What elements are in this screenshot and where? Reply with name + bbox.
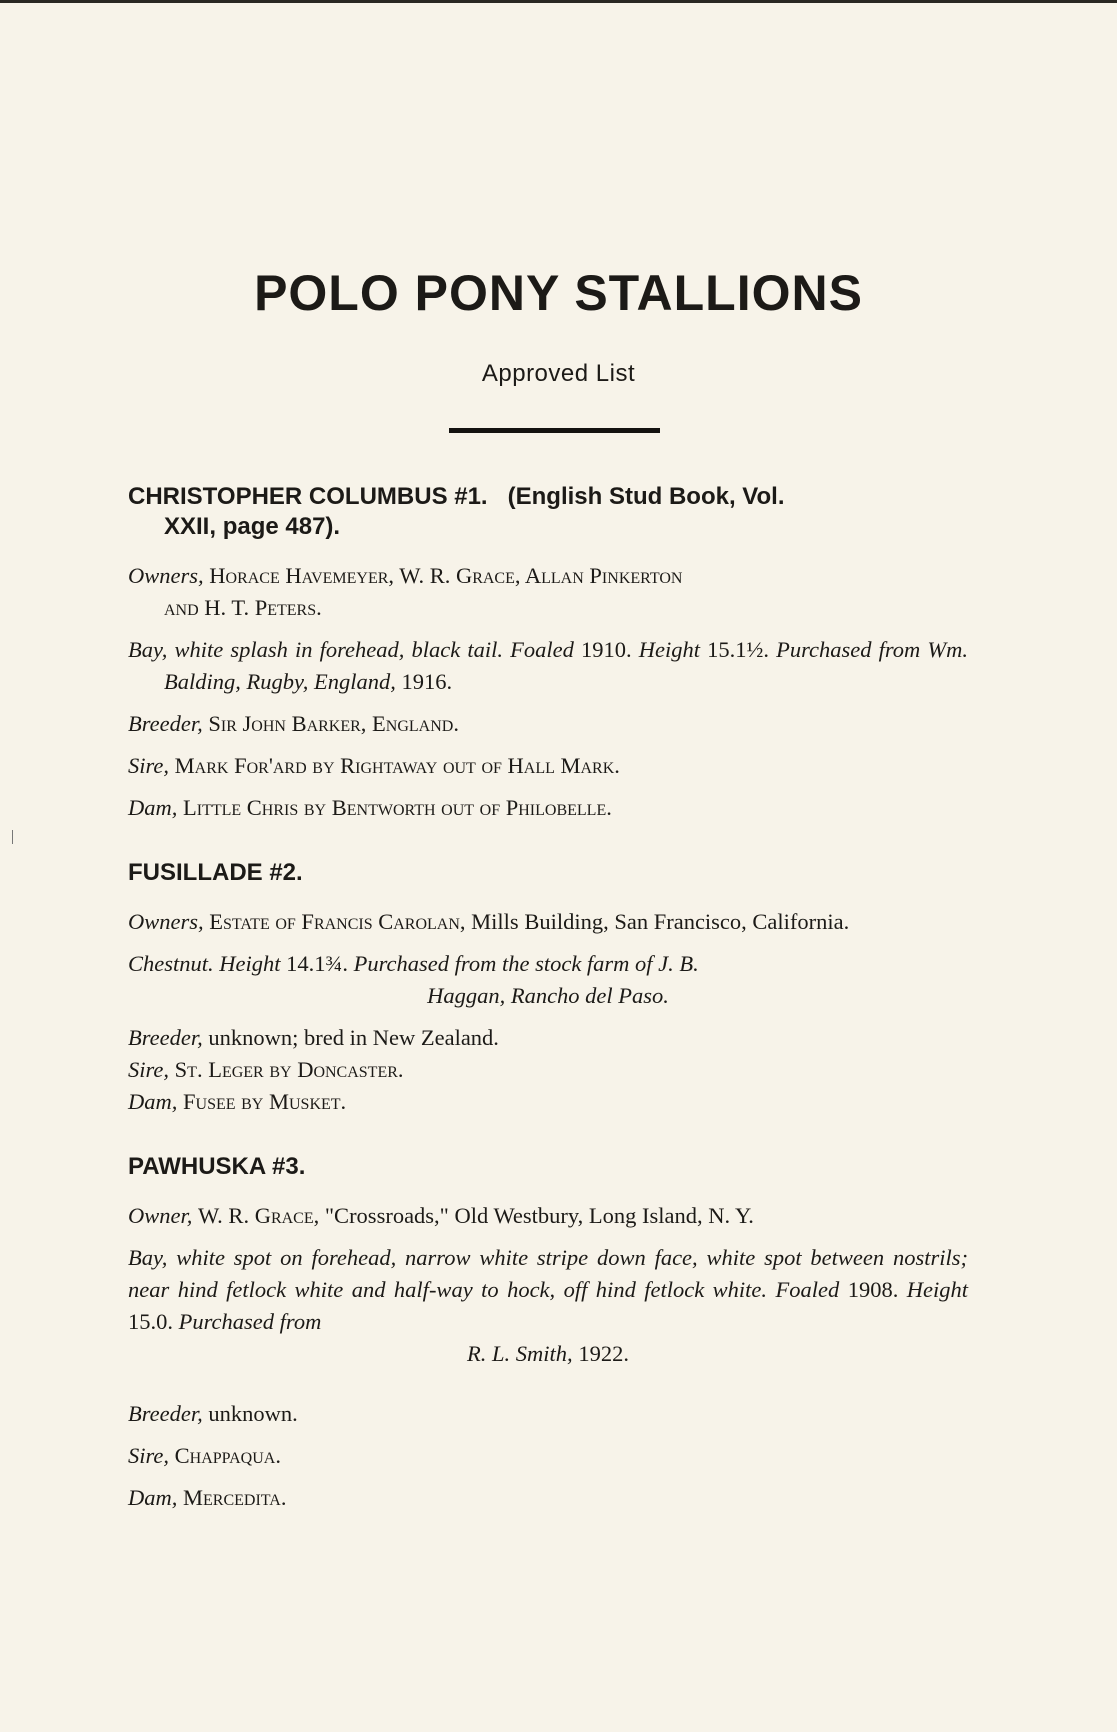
foaled-label: Foaled — [510, 637, 574, 662]
dam-line — [128, 792, 968, 824]
entry-name: PAWHUSKA #3. — [128, 1153, 306, 1180]
purchased-text-cont: Haggan, Rancho del Paso. — [427, 983, 669, 1008]
owner-name: W. R. Grace, — [198, 1203, 320, 1228]
dam-value: Fusee by Musket. — [183, 1089, 347, 1114]
breeder-line — [128, 708, 968, 740]
entry-name: CHRISTOPHER COLUMBUS #1. — [128, 483, 488, 510]
description — [128, 948, 968, 980]
purchase-year: 1916. — [401, 669, 453, 694]
owners-label: Owners, — [128, 563, 204, 588]
purchase-year: 1922. — [578, 1341, 629, 1366]
purchased-from-line — [128, 1338, 968, 1370]
owner-line — [128, 1200, 968, 1232]
entry-heading — [128, 482, 968, 512]
entry-name: FUSILLADE #2. — [128, 859, 303, 886]
height-label: Height — [219, 951, 281, 976]
foaled-label: Foaled — [775, 1277, 840, 1302]
dam-label: Dam, — [128, 1089, 178, 1114]
breeder-line — [128, 1022, 968, 1054]
entry-pawhuska — [128, 1152, 968, 1514]
sire-line — [128, 1054, 968, 1086]
breeder-label: Breeder, — [128, 1401, 203, 1426]
stud-book-reference: (English Stud Book, Vol. — [507, 483, 785, 510]
dam-line — [128, 1086, 968, 1118]
height-value: 15.1½. — [707, 637, 769, 662]
owners-label: Owners, — [128, 909, 204, 934]
owner-address: "Crossroads," Old Westbury, Long Island, N. Y. — [324, 1203, 754, 1228]
purchased-text: Purchased from Wm. Balding, Rugby, England, — [164, 637, 969, 694]
owners-line — [128, 560, 968, 624]
height-label: Height — [906, 1277, 969, 1302]
foaled-value: 1908. — [847, 1277, 899, 1302]
dam-line — [128, 1482, 968, 1514]
page-header — [0, 265, 1117, 388]
owners-address: Mills Building, San Francisco, California. — [471, 909, 850, 934]
breeder-value: unknown; bred in New Zealand. — [208, 1025, 499, 1050]
color-label: Chestnut. — [128, 951, 214, 976]
sire-value: St. Leger by Doncaster. — [174, 1057, 404, 1082]
stallion-list — [128, 482, 968, 1514]
purchased-text: Purchased from — [178, 1309, 322, 1334]
breeder-value: Sir John Barker, England. — [208, 711, 459, 736]
height-value: 14.1¾. — [286, 951, 349, 976]
scan-mark — [12, 830, 13, 844]
dam-value: Mercedita. — [183, 1485, 287, 1510]
page-edge-line — [0, 0, 1117, 3]
sire-line — [128, 750, 968, 782]
description-text: Bay, white splash in forehead, black tail. — [128, 637, 503, 662]
dam-label: Dam, — [128, 795, 178, 820]
dam-value: Little Chris by Bentworth out of Philobelle. — [183, 795, 612, 820]
purchased-text: Purchased from the stock farm of J. B. — [353, 951, 699, 976]
sire-value: Chappaqua. — [174, 1443, 281, 1468]
sire-label: Sire, — [128, 753, 170, 778]
height-value: 15.0. — [128, 1309, 173, 1334]
owners-value-cont: and H. T. Peters. — [164, 595, 322, 620]
purchased-from: R. L. Smith, — [467, 1341, 573, 1366]
sire-label: Sire, — [128, 1057, 170, 1082]
page-title: POLO PONY STALLIONS — [254, 265, 863, 321]
description — [128, 634, 968, 698]
owner-label: Owner, — [128, 1203, 193, 1228]
height-label: Height — [638, 637, 700, 662]
breeder-label: Breeder, — [128, 711, 203, 736]
sire-label: Sire, — [128, 1443, 170, 1468]
breeder-value: unknown. — [208, 1401, 298, 1426]
owners-line — [128, 906, 968, 938]
foaled-value: 1910. — [580, 637, 632, 662]
title-rule — [449, 428, 660, 433]
dam-label: Dam, — [128, 1485, 178, 1510]
stud-book-reference-cont: XXII, page 487). — [164, 513, 341, 540]
sire-value: Mark For'ard by Rightaway out of Hall Mark. — [174, 753, 620, 778]
entry-fusillade — [128, 858, 968, 1118]
owners-value: Horace Havemeyer, W. R. Grace, Allan Pinkerton — [209, 563, 683, 588]
breeder-label: Breeder, — [128, 1025, 203, 1050]
description — [128, 1242, 968, 1338]
description-text: Bay, white spot on forehead, narrow white stripe down face, white spot between nostrils; near hind fetlock white and half-way to hock, off hind fetlock white. — [128, 1245, 968, 1302]
sire-line — [128, 1440, 968, 1472]
breeder-line — [128, 1398, 968, 1430]
owners-value: Estate of Francis Carolan, — [209, 909, 466, 934]
entry-christopher-columbus — [128, 482, 968, 824]
page-subtitle: Approved List — [481, 360, 636, 387]
